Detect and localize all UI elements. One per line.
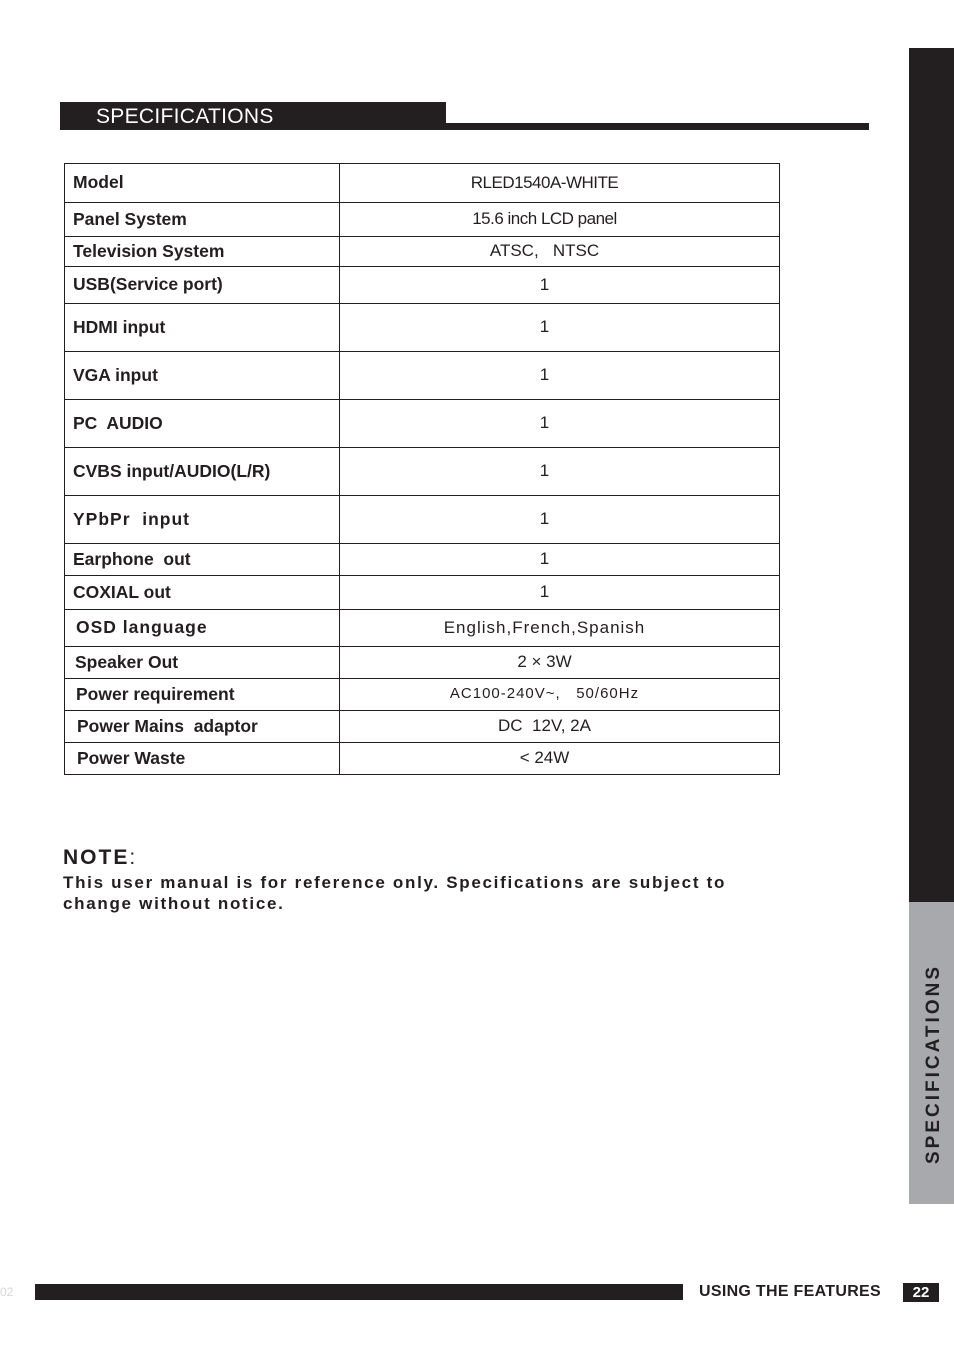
- page-number: 22: [903, 1283, 939, 1302]
- spec-value: 1: [340, 448, 780, 496]
- table-row: [65, 164, 780, 203]
- spec-label: PC AUDIO: [65, 400, 340, 448]
- spec-value: ATSC, NTSC: [340, 237, 780, 267]
- footer-rule: [35, 1284, 683, 1300]
- spec-value: 1: [340, 400, 780, 448]
- spec-value: 1: [340, 352, 780, 400]
- spec-value: 2 × 3W: [340, 647, 780, 679]
- table-row: [65, 610, 780, 647]
- table-row: [65, 352, 780, 400]
- table-row: [65, 743, 780, 775]
- table-row: [65, 448, 780, 496]
- table-row: [65, 679, 780, 711]
- specifications-table: [64, 163, 780, 775]
- table-row: [65, 203, 780, 237]
- spec-value: 1: [340, 496, 780, 544]
- table-row: [65, 647, 780, 679]
- side-tab-label: SPECIFICATIONS: [923, 964, 944, 1164]
- spec-label: Power Mains adaptor: [65, 711, 340, 743]
- spec-label: Television System: [65, 237, 340, 267]
- table-row: [65, 304, 780, 352]
- table-row: [65, 496, 780, 544]
- note-heading-text: NOTE: [63, 846, 130, 869]
- section-title: SPECIFICATIONS: [96, 105, 274, 128]
- spec-label: USB(Service port): [65, 267, 340, 304]
- spec-label: OSD language: [65, 610, 340, 647]
- spec-value: 1: [340, 544, 780, 576]
- note-heading: [63, 846, 135, 870]
- note-colon: :: [129, 846, 136, 869]
- footer-faint-number: 02: [0, 1285, 14, 1299]
- spec-value: < 24W: [340, 743, 780, 775]
- note-text: This user manual is for reference only. Specifications are subject to change without notice.: [63, 873, 727, 913]
- table-row: [65, 400, 780, 448]
- spec-value: English,French,Spanish: [340, 610, 780, 647]
- side-tab-bar: [909, 48, 954, 902]
- header-rule: [446, 123, 869, 130]
- spec-label: YPbPr input: [65, 496, 340, 544]
- table-row: [65, 237, 780, 267]
- spec-value: RLED1540A-WHITE: [340, 164, 780, 203]
- spec-label: Power requirement: [65, 679, 340, 711]
- table-row: [65, 576, 780, 610]
- spec-value: 1: [340, 304, 780, 352]
- spec-label: HDMI input: [65, 304, 340, 352]
- spec-label: CVBS input/AUDIO(L/R): [65, 448, 340, 496]
- spec-label: COXIAL out: [65, 576, 340, 610]
- spec-label: VGA input: [65, 352, 340, 400]
- footer-section-label: USING THE FEATURES: [699, 1283, 882, 1300]
- spec-value: DC 12V, 2A: [340, 711, 780, 743]
- table-row: [65, 711, 780, 743]
- table-row: [65, 267, 780, 304]
- spec-label: Earphone out: [65, 544, 340, 576]
- section-header: [60, 102, 446, 130]
- spec-value: 1: [340, 576, 780, 610]
- spec-label: Panel System: [65, 203, 340, 237]
- spec-value: AC100-240V~, 50/60Hz: [340, 679, 780, 711]
- spec-label: Model: [65, 164, 340, 203]
- spec-label: Speaker Out: [65, 647, 340, 679]
- table-row: [65, 544, 780, 576]
- spec-value: 15.6 inch LCD panel: [340, 203, 780, 237]
- spec-value: 1: [340, 267, 780, 304]
- spec-label: Power Waste: [65, 743, 340, 775]
